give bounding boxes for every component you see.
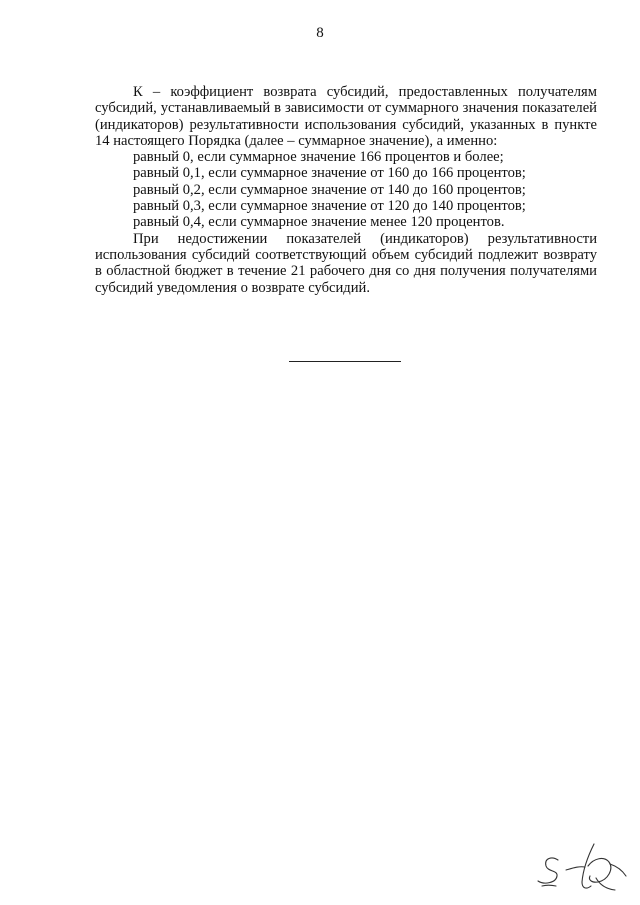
paragraph-coefficient-definition: К – коэффициент возврата субсидий, предоставленных получателям субсидий, устанавливаемый в зависимости от суммарного значения показателей (индикаторов) результативности использования субсидий, указанных в пункте 14 настоящего Порядка (далее – суммарное значение), а именно:	[95, 84, 597, 149]
list-item-coefficient-0-4: равный 0,4, если суммарное значение менее 120 процентов.	[133, 214, 505, 231]
list-item-coefficient-0: равный 0, если суммарное значение 166 процентов и более;	[133, 149, 504, 166]
paragraph-refund-obligation: При недостижении показателей (индикаторов) результативности использования субсидий соответствующий объем субсидий подлежит возврату в областной бюджет в течение 21 рабочего дня со дня получения получателями субсидий уведомления о возврате субсидий.	[95, 230, 597, 296]
closing-divider	[289, 361, 401, 362]
list-item-coefficient-0-1: равный 0,1, если суммарное значение от 160 до 166 процентов;	[133, 165, 526, 182]
list-item-coefficient-0-2: равный 0,2, если суммарное значение от 140 до 160 процентов;	[133, 181, 526, 198]
page-number: 8	[316, 25, 324, 41]
list-item-coefficient-0-3: равный 0,3, если суммарное значение от 120 до 140 процентов;	[133, 198, 526, 215]
document-body	[95, 84, 597, 296]
handwritten-signature	[530, 836, 640, 896]
